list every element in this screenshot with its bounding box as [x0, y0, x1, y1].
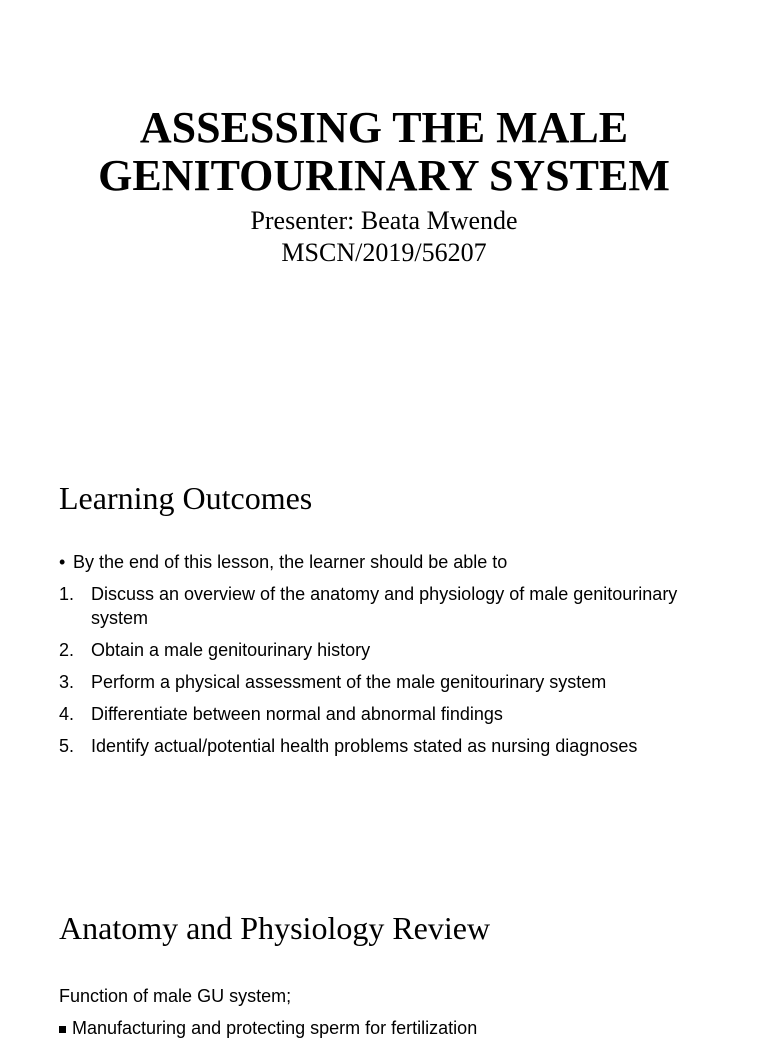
outcome-item	[59, 734, 739, 758]
outcome-number: 3.	[59, 672, 75, 692]
gu-function-bullet	[59, 1016, 477, 1040]
outcome-number: 4.	[59, 704, 75, 724]
outcome-text: Discuss an overview of the anatomy and physiology of male genitourinary system	[91, 584, 678, 628]
anatomy-physiology-slide	[0, 860, 768, 1038]
outcome-text: Identify actual/potential health problems stated as nursing diagnoses	[91, 736, 638, 756]
outcome-list	[59, 582, 739, 766]
title-slide	[0, 0, 768, 440]
outcome-item	[59, 582, 739, 630]
gu-function-bullet-text: Manufacturing and protecting sperm for fertilization	[72, 1018, 478, 1038]
outcome-number: 1.	[59, 584, 75, 604]
registration-number: MSCN/2019/56207	[281, 238, 487, 267]
title-line-2: GENITOURINARY SYSTEM	[98, 151, 670, 200]
outcome-item	[59, 638, 739, 662]
learning-outcomes-heading: Learning Outcomes	[59, 480, 313, 516]
intro-text: By the end of this lesson, the learner should be able to	[73, 552, 508, 572]
intro-line	[59, 550, 507, 574]
square-bullet-icon	[59, 1026, 66, 1033]
outcome-text: Perform a physical assessment of the male genitourinary system	[91, 672, 607, 692]
learning-outcomes-slide	[0, 440, 768, 860]
outcome-item	[59, 670, 739, 694]
outcome-text: Obtain a male genitourinary history	[91, 640, 371, 660]
outcome-item	[59, 702, 739, 726]
bullet-icon: •	[59, 552, 66, 572]
outcome-number: 2.	[59, 640, 75, 660]
outcome-number: 5.	[59, 736, 75, 756]
presentation-title	[0, 104, 768, 200]
title-line-1: ASSESSING THE MALE	[139, 103, 629, 152]
anatomy-heading: Anatomy and Physiology Review	[59, 910, 491, 946]
outcome-text: Differentiate between normal and abnormal findings	[91, 704, 503, 724]
gu-function-line: Function of male GU system;	[59, 986, 292, 1006]
presenter-name: Presenter: Beata Mwende	[250, 206, 518, 235]
presenter-info	[0, 205, 768, 269]
